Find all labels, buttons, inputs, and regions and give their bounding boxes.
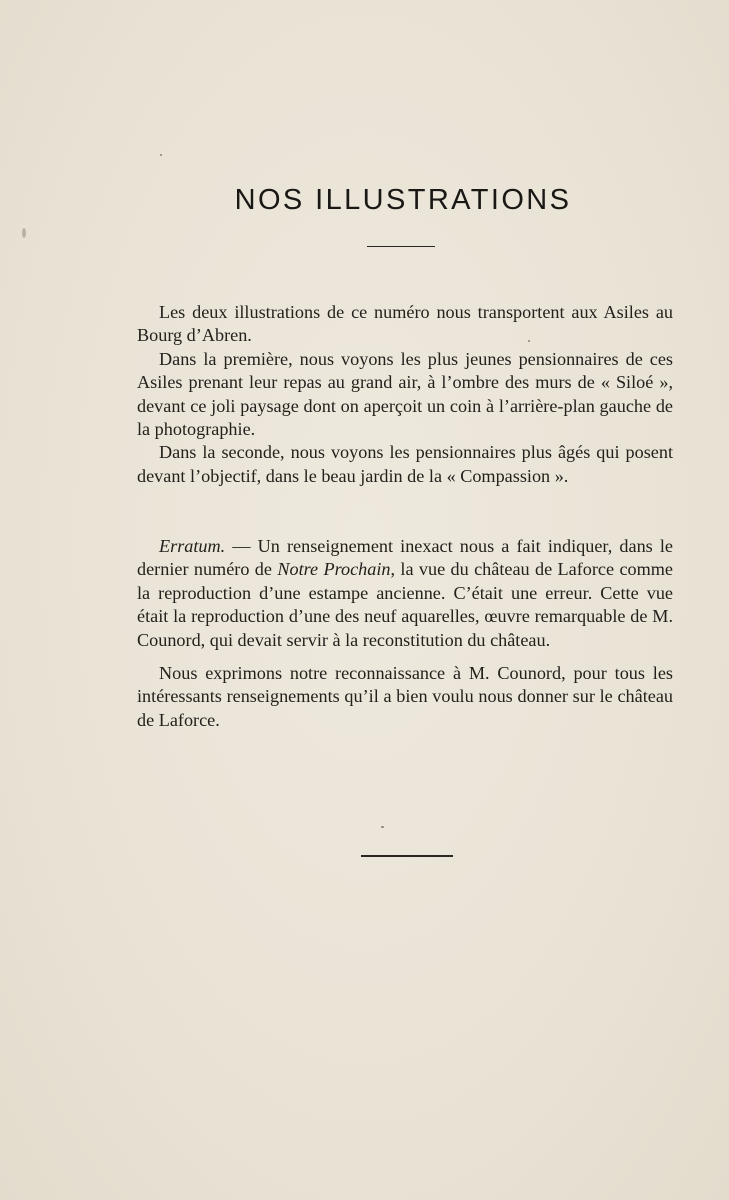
- paper-speck: [22, 228, 26, 238]
- paragraph-first-illustration: Dans la première, nous voyons les plus jeunes pensionnaires de ces Asiles prenant leur repas au grand air, à l’ombre des murs de « Siloé », devant ce joli paysage dont on aperçoit un coin à l’arrière-plan gauche de la photographie.: [137, 348, 673, 440]
- erratum-text-b: , la vue du château de Laforce comme la reproduction d’une estampe ancienne. C’était une erreur. Cette vue était la reproduction d’une des neuf aquarelles, œuvre remarquable de M. Counord, qui devait servir à la reconstitution du château.: [137, 559, 673, 650]
- page-title: NOS ILLUSTRATIONS: [234, 184, 572, 216]
- erratum-label: Erratum.: [159, 536, 226, 556]
- closing-divider: [361, 855, 453, 857]
- paragraph-second-illustration: Dans la seconde, nous voyons les pensionnaires plus âgés qui posent devant l’objectif, dans le beau jardin de la « Compassion ».: [137, 442, 673, 486]
- illustrations-section: [137, 301, 673, 488]
- paper-speck: [528, 340, 530, 342]
- paragraph-intro: Les deux illustrations de ce numéro nous transportent aux Asiles au Bourg d’Abren.: [137, 302, 673, 346]
- journal-title: Notre Prochain: [277, 559, 391, 580]
- erratum-section: [137, 535, 673, 732]
- paragraph-acknowledgement: Nous exprimons notre reconnaissance à M. Counord, pour tous les intéressants renseignements qu’il a bien voulu nous donner sur le château de Laforce.: [137, 663, 673, 730]
- erratum-text-a: — Un renseignement inexact nous a fait indiquer, dans le dernier numéro de: [137, 536, 673, 580]
- paper-speck: [160, 154, 162, 156]
- paper-speck: [381, 826, 384, 828]
- title-divider: [367, 246, 435, 247]
- paragraph-erratum: [137, 535, 673, 652]
